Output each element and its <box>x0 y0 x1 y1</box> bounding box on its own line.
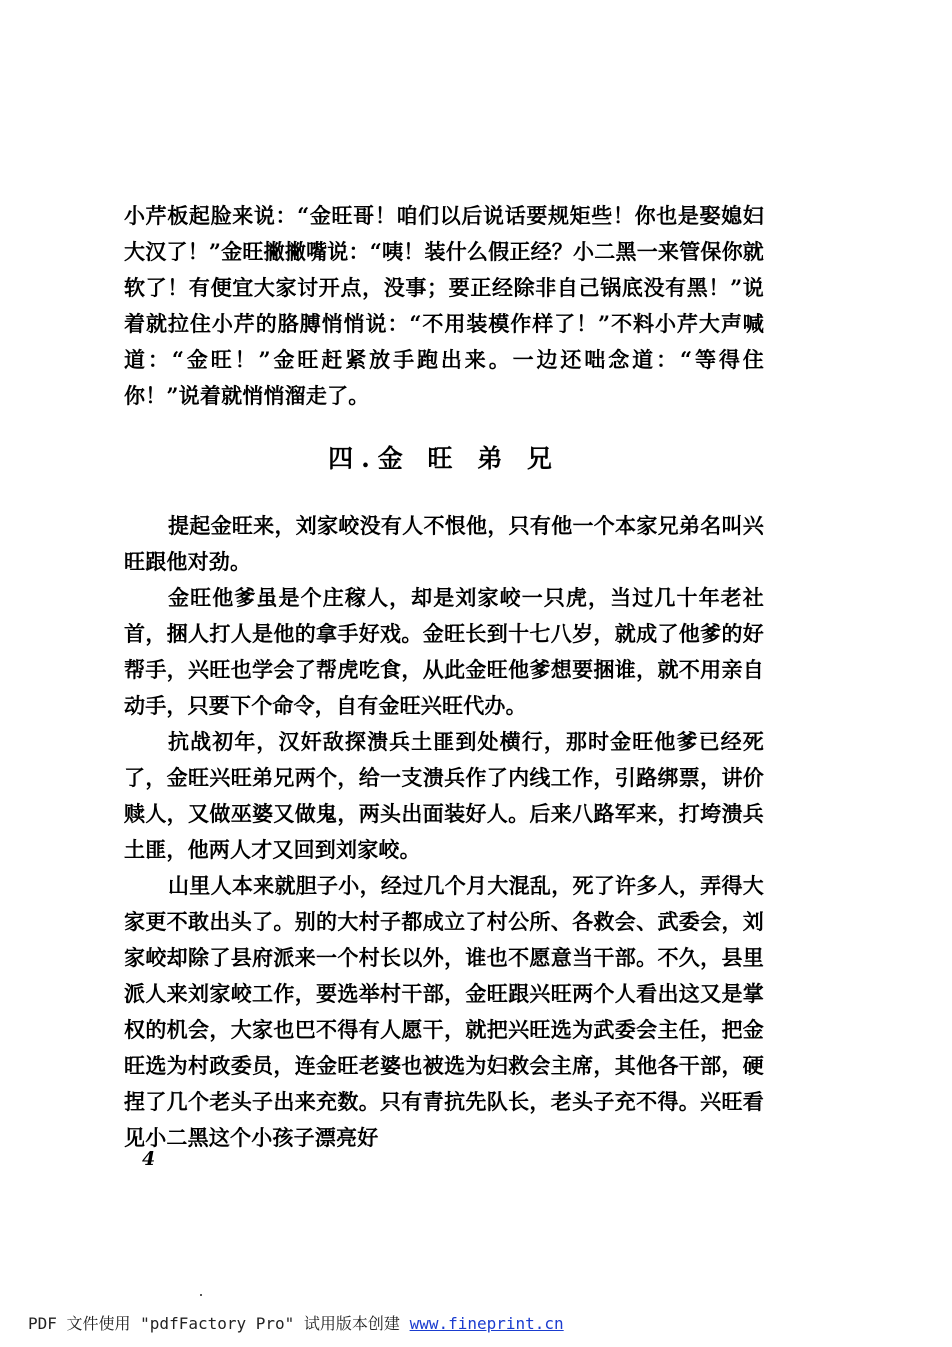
paragraph-continued: 小芹板起脸来说：“金旺哥！咱们以后说话要规矩些！你也是娶媳妇大汉了！”金旺撇撇嘴说：“咦！装什么假正经？小二黑一来管保你就软了！有便宜大家讨开点，没事；要正经除非自己锅底没有黑！”说着就拉住小芹的胳膊悄悄说：“不用装模作样了！”不料小芹大声喊道：“金旺！”金旺赶紧放手跑出来。一边还咄念道：“等得住你！”说着就悄悄溜走了。 <box>124 203 764 408</box>
pdf-footer <box>28 1311 564 1334</box>
scan-speck <box>200 1294 202 1296</box>
page-number: 4 <box>142 1148 156 1170</box>
paragraph: 山里人本来就胆子小，经过几个月大混乱，死了许多人，弄得大家更不敢出头了。别的大村子都成立了村公所、各救会、武委会，刘家峧却除了县府派来一个村长以外，谁也不愿意当干部。不久，县里派人来刘家峧工作，要选举村干部，金旺跟兴旺两个人看出这又是掌权的机会，大家也巴不得有人愿干，就把兴旺选为武委会主任，把金旺选为村政委员，连金旺老婆也被选为妇救会主席，其他各干部，硬捏了几个老头子出来充数。只有青抗先队长，老头子充不得。兴旺看见小二黑这个小孩子漂亮好 <box>124 873 764 1150</box>
section-title: 四.金 旺 弟 兄 <box>328 444 560 473</box>
paragraph: 提起金旺来，刘家峧没有人不恨他，只有他一个本家兄弟名叫兴旺跟他对劲。 <box>124 513 764 574</box>
paragraph: 金旺他爹虽是个庄稼人，却是刘家峧一只虎，当过几十年老社首，捆人打人是他的拿手好戏。金旺长到十七八岁，就成了他爹的好帮手，兴旺也学会了帮虎吃食，从此金旺他爹想要捆谁，就不用亲自动手，只要下个命令，自有金旺兴旺代办。 <box>124 585 764 718</box>
footer-text: PDF 文件使用 "pdfFactory Pro" 试用版本创建 <box>28 1314 410 1333</box>
paragraph: 抗战初年，汉奸敌探溃兵土匪到处横行，那时金旺他爹已经死了，金旺兴旺弟兄两个，给一支溃兵作了内线工作，引路绑票，讲价赎人，又做巫婆又做鬼，两头出面装好人。后来八路军来，打垮溃兵土匪，他两人才又回到刘家峧。 <box>124 729 764 862</box>
text-body <box>124 198 764 1156</box>
footer-link[interactable]: www.fineprint.cn <box>409 1314 564 1333</box>
